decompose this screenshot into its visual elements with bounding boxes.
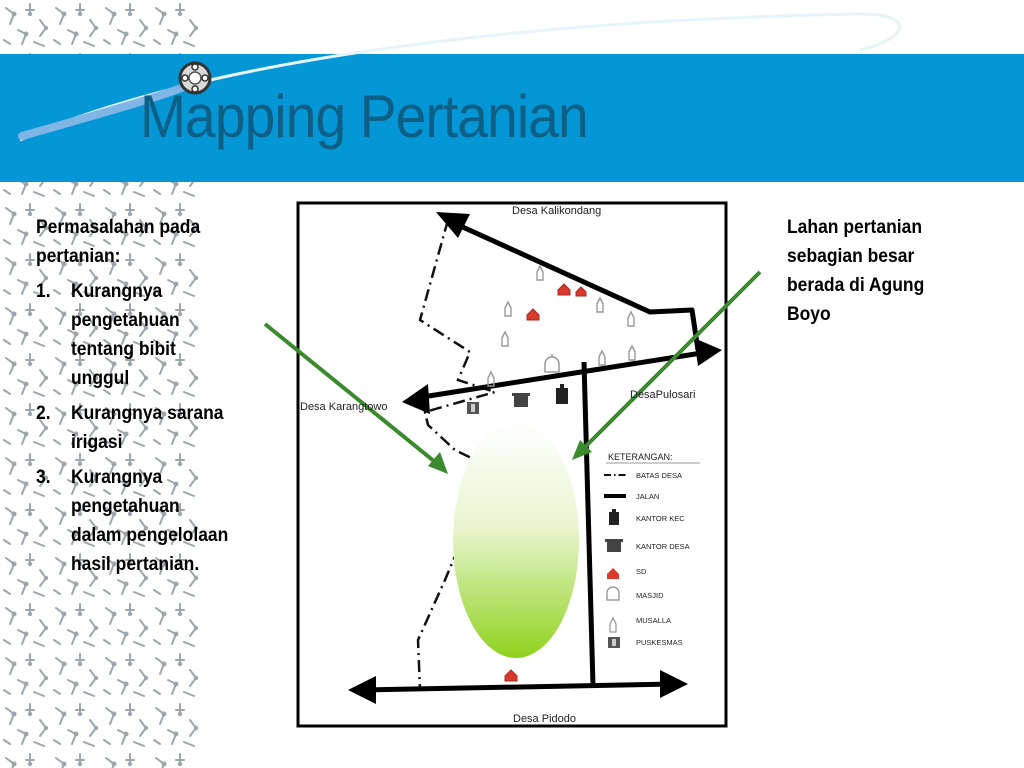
legend-item-label: JALAN bbox=[636, 492, 660, 501]
problems-intro: Permasalahan pada pertanian: bbox=[36, 217, 201, 267]
legend-item-label: PUSKESMAS bbox=[636, 638, 683, 647]
map-label-north: Desa Kalikondang bbox=[512, 205, 602, 217]
legend-item-label: MUSALLA bbox=[636, 616, 672, 625]
prayer-room-icon bbox=[610, 618, 616, 632]
district-office-icon bbox=[609, 509, 619, 525]
map-label-east: DesaPulosari bbox=[630, 389, 696, 401]
farmland-area bbox=[453, 422, 579, 658]
list-item-text: Kurangnya sarana irigasi bbox=[70, 403, 224, 453]
legend-title: KETERANGAN: bbox=[608, 452, 673, 462]
legend-item-label: BATAS DESA bbox=[636, 471, 682, 480]
map-label-west: Desa Karangtowo bbox=[300, 401, 388, 413]
school-icon bbox=[607, 568, 619, 579]
village-office-icon bbox=[605, 539, 623, 552]
legend-item-label: MASJID bbox=[636, 591, 664, 600]
list-number: 2. bbox=[36, 403, 51, 424]
legend-item-label: SD bbox=[636, 567, 647, 576]
legend-item-label: KANTOR DESA bbox=[636, 542, 690, 551]
map-label-south: Desa Pidodo bbox=[513, 713, 576, 725]
farmland-note: Lahan pertanian sebagian besar berada di Agung Boyo bbox=[787, 217, 925, 325]
mosque-icon bbox=[545, 354, 559, 372]
list-number: 1. bbox=[36, 281, 51, 302]
list-item-text: Kurangnya pengetahuan dalam pengelolaan hasil pertanian. bbox=[70, 467, 229, 575]
map-legend bbox=[604, 452, 700, 648]
slide-title: Mapping Pertanian bbox=[140, 83, 588, 150]
village-office-icon bbox=[512, 393, 530, 407]
health-center-icon bbox=[608, 637, 620, 648]
list-item-text: Kurangnya pengetahuan tentang bibit unggul bbox=[70, 281, 180, 389]
mosque-icon bbox=[607, 587, 619, 600]
health-center-icon bbox=[467, 402, 479, 414]
list-number: 3. bbox=[36, 467, 51, 488]
legend-item-label: KANTOR KEC bbox=[636, 514, 685, 523]
district-office-icon bbox=[556, 384, 568, 404]
